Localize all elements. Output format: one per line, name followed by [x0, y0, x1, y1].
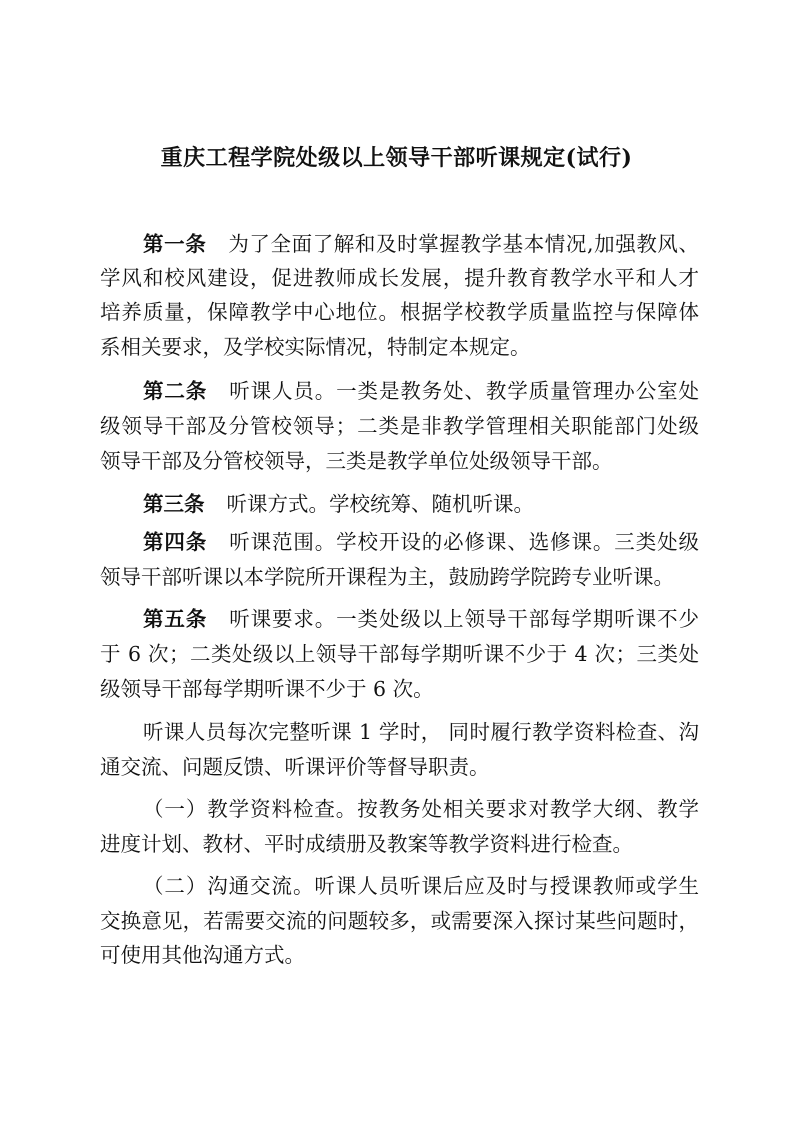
paragraph-2-line-2: 进度计划、教材、平时成绩册及教案等教学资料进行检查。 — [100, 832, 633, 856]
paragraph-3-line-3: 可使用其他沟通方式。 — [100, 943, 305, 967]
article-4-line-2: 领导干部听课以本学院所开课程为主，鼓励跨学院跨专业听课。 — [100, 565, 674, 589]
article-3-heading: 第三条 — [143, 492, 205, 516]
article-3-line-1 — [143, 490, 699, 518]
article-1-line-1 — [143, 230, 699, 258]
paragraph-2-line-1: （一）教学资料检查。按教务处相关要求对教学大纲、教学 — [143, 797, 699, 821]
article-4-text-1: 听课范围。学校开设的必修课、选修课。三类处级 — [229, 530, 699, 554]
article-1-line-3: 培养质量，保障教学中心地位。根据学校教学质量监控与保障体 — [100, 300, 699, 324]
article-1-line-2: 学风和校风建设，促进教师成长发展，提升教育教学水平和人才 — [100, 266, 699, 290]
article-5-heading: 第五条 — [143, 607, 208, 631]
paragraph-1-line-1: 听课人员每次完整听课 1 学时， 同时履行教学资料检查、沟 — [143, 720, 699, 744]
paragraph-3-line-2: 交换意见，若需要交流的问题较多，或需要深入探讨某些问题时， — [100, 909, 699, 933]
article-1-heading: 第一条 — [143, 232, 207, 256]
article-3-text-1: 听课方式。学校统筹、随机听课。 — [226, 492, 534, 516]
paragraph-1-line-2: 通交流、问题反馈、听课评价等督导职责。 — [100, 755, 490, 779]
article-2-line-1 — [143, 377, 699, 405]
article-2-line-3: 领导干部及分管校领导，三类是教学单位处级领导干部。 — [100, 449, 613, 473]
article-2-line-2: 级领导干部及分管校领导；二类是非教学管理相关职能部门处级 — [100, 414, 699, 438]
article-1-text-1: 为了全面了解和及时掌握教学基本情况,加强教风、 — [228, 232, 700, 256]
article-5-text-1: 听课要求。一类处级以上领导干部每学期听课不少 — [229, 607, 699, 631]
article-5-line-2: 于 6 次；二类处级以上领导干部每学期听课不少于 4 次；三类处 — [100, 642, 699, 666]
document-title: 重庆工程学院处级以上领导干部听课规定(试行) — [160, 145, 633, 171]
article-4-line-1 — [143, 528, 699, 556]
article-1-line-4: 系相关要求，及学校实际情况，特制定本规定。 — [100, 335, 531, 359]
paragraph-3-line-1: （二）沟通交流。听课人员听课后应及时与授课教师或学生 — [143, 874, 699, 898]
article-5-line-3: 级领导干部每学期听课不少于 6 次。 — [100, 677, 434, 701]
article-2-heading: 第二条 — [143, 379, 208, 403]
article-2-text-1: 听课人员。一类是教务处、教学质量管理办公室处 — [229, 379, 699, 403]
article-5-line-1 — [143, 605, 699, 633]
article-4-heading: 第四条 — [143, 530, 208, 554]
